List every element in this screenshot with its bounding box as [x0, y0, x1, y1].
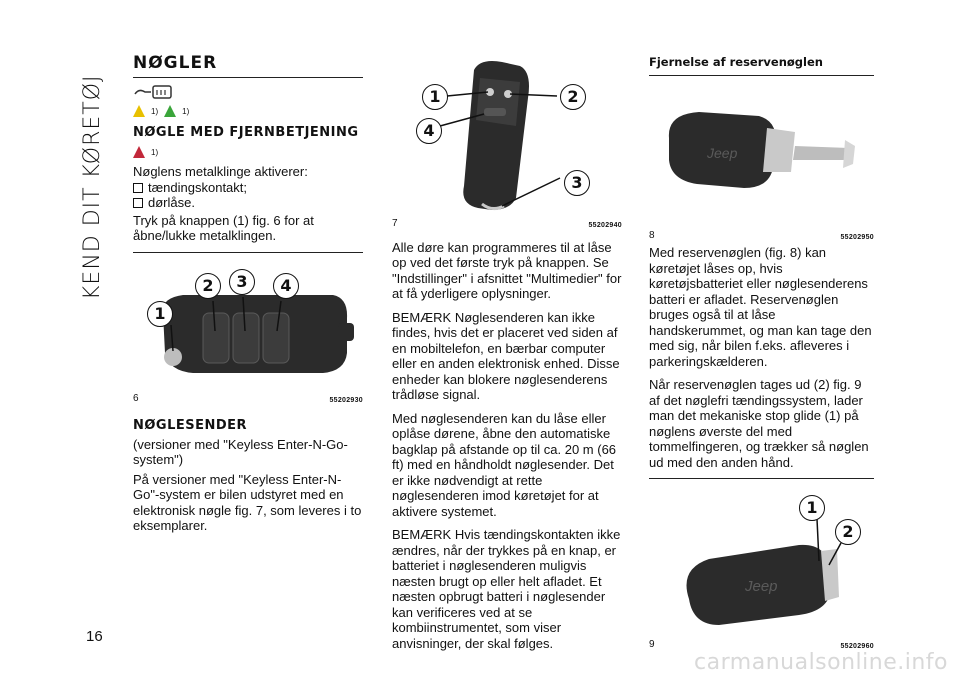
figure-number: 8 [649, 229, 655, 241]
brand-logo: Jeep [707, 144, 738, 161]
intro-text: Nøglens metalklinge aktiverer: [133, 164, 308, 179]
checkbox-icon [133, 198, 143, 208]
paragraph: Med nøglesenderen kan du låse eller oplåse dørene, åbne den automatiske bagklap på afstande op til ca. 20 m (66 ft) med en håndholdt nøglesender. Det er ikke nødvendigt at rette nøglesenderen imod køretøjet for at aktivere systemet. [392, 410, 617, 519]
figure-7-caption [392, 216, 622, 234]
heading-rule [133, 77, 363, 78]
callout-1: 1 [799, 495, 825, 521]
column-2 [392, 50, 622, 659]
bullet-item: tændingskontakt; [133, 180, 363, 196]
figure-code: 55202930 [329, 396, 363, 404]
icon-note: 1) [182, 106, 190, 116]
section-title: KEND DIT KØRETØJ [80, 74, 105, 300]
page-number: 16 [86, 628, 103, 645]
heading-spare-key: Fjernelse af reservenøglen [649, 55, 823, 69]
paragraph: BEMÆRK Nøglesenderen kan ikke findes, hvis det er placeret ved siden af en mobiltelefon, en bærbar computer eller en anden elektronisk enhed. Disse enheder kan blokere nøglesenderens trådløse signal. [392, 309, 620, 402]
figure-7 [392, 58, 622, 214]
warning-note: 1) [151, 147, 159, 157]
callout-1: 1 [147, 301, 173, 327]
figure-8-caption [649, 228, 874, 246]
callout-2: 2 [835, 519, 861, 545]
figure-code: 55202940 [588, 222, 622, 229]
heading-key-fob: NØGLESENDER [133, 418, 248, 433]
figure-number: 7 [392, 218, 398, 229]
heading-remote-key: NØGLE MED FJERNBETJENING [133, 125, 359, 140]
callout-3: 3 [229, 269, 255, 295]
brand-logo: Jeep [745, 578, 778, 595]
figure-9 [649, 478, 874, 635]
figure-number: 9 [649, 639, 655, 650]
callout-4: 4 [416, 118, 442, 144]
key-symbol-icon [133, 84, 363, 100]
spare-key-illustration [649, 76, 874, 226]
section-sidebar [70, 50, 110, 300]
warning-icon [133, 146, 145, 158]
heading-keys: NØGLER [133, 53, 218, 73]
bullet-item: dørlåse. [133, 195, 363, 211]
column-3 [649, 50, 874, 655]
watermark[interactable]: carmanualsonline.info [694, 650, 948, 675]
figure-6-caption [133, 391, 363, 409]
column-1 [133, 50, 363, 542]
spare-key-removal-illustration [649, 479, 874, 635]
notes-icons [133, 104, 363, 120]
paragraph: BEMÆRK Hvis tændingskontakten ikke ændres, når der trykkes på en knap, er batteriet i nøglesenderen muligvis næsten brugt op eller helt afladet. Et næsten opbrugt batteri i nøglesender kan verificeres ved at se kombiinstrumentet, som viser anvisninger, der skal følges. [392, 527, 621, 651]
figure-6 [133, 252, 363, 389]
paragraph: Når reservenøglen tages ud (2) fig. 9 af det nøglefri tændingssystem, lader man det mekaniske stop glide (1) på nøglens øverste del med tommelfingeren, og trækker så nøglen ud med den anden hånd. [649, 377, 869, 470]
figure-code: 55202960 [840, 643, 874, 650]
body-text: På versioner med "Keyless Enter-N-Go"-system er bilen udstyret med en elektronisk nøgle fig. 7, som leveres i to eksemplarer. [133, 471, 362, 533]
paragraph: Med reservenøglen (fig. 8) kan køretøjet låses op, hvis køretøjsbatteriet eller nøglesenderens batteri er afladet. Reservenøglen bruges også til at låse handskerummet, og man kan tage den med sig, når bilen f.eks. afleveres i parkeringskælderen. [649, 245, 872, 369]
callout-3: 3 [564, 170, 590, 196]
warning-row [133, 145, 363, 161]
callout-1: 1 [422, 84, 448, 110]
figure-number: 6 [133, 392, 139, 404]
versions-text: (versioner med "Keyless Enter-N-Go-system") [133, 436, 348, 467]
figure-8 [649, 75, 874, 226]
icon-note: 1) [151, 106, 159, 116]
caution-icon [133, 105, 145, 117]
environment-icon [164, 105, 176, 117]
callout-2: 2 [195, 273, 221, 299]
instruction-text: Tryk på knappen (1) fig. 6 for at åbne/lukke metalklingen. [133, 212, 314, 243]
checkbox-icon [133, 183, 143, 193]
figure-code: 55202950 [840, 233, 874, 241]
callout-4: 4 [273, 273, 299, 299]
callout-2: 2 [560, 84, 586, 110]
paragraph: Alle døre kan programmeres til at låse op ved det første tryk på knappen. Se "Indstillinger" i afsnittet "Multimedier" for at få yderligere oplysninger. [392, 239, 622, 301]
